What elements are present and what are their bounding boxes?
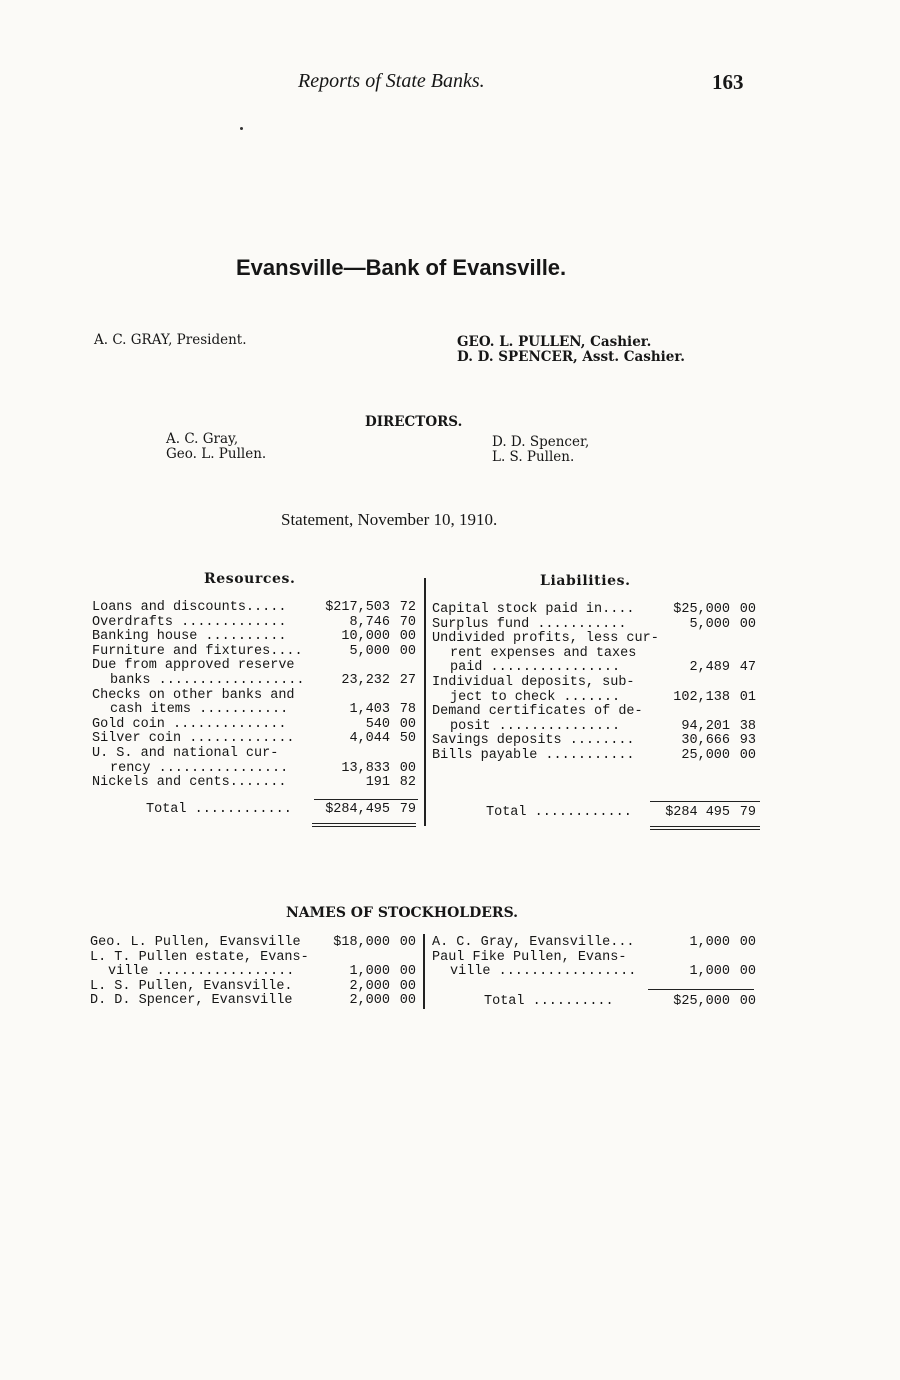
total-label: Total ............	[146, 802, 292, 817]
row-dollars: 13,833	[341, 760, 390, 776]
speck	[240, 127, 243, 130]
table-row	[90, 936, 418, 951]
row-label: Capital stock paid in....	[432, 602, 635, 617]
table-row	[92, 645, 418, 660]
table-row	[92, 776, 418, 791]
table-row	[90, 951, 418, 966]
row-label: posit ...............	[450, 718, 621, 734]
row-label: cash items ...........	[110, 702, 289, 718]
liabilities-heading: Liabilities.	[540, 573, 631, 589]
row-cents: 70	[399, 614, 416, 630]
director-name: D. D. Spencer,	[492, 434, 590, 450]
table-row	[432, 720, 758, 735]
table-row	[92, 732, 418, 747]
row-cents: 78	[399, 702, 416, 718]
row-label: Paul Fike Pullen, Evans-	[432, 949, 627, 965]
total-cents: 79	[399, 802, 416, 817]
row-cents: 01	[739, 689, 756, 705]
row-label: Nickels and cents.......	[92, 775, 287, 791]
row-label: Individual deposits, sub-	[432, 674, 635, 690]
row-cents: 00	[739, 602, 756, 617]
row-dollars: 2,000	[349, 993, 390, 1009]
resources-total	[92, 803, 418, 818]
row-cents: 00	[399, 716, 416, 732]
row-dollars: 2,000	[349, 978, 390, 994]
row-label: Furniture and fixtures....	[92, 643, 303, 659]
row-cents: 38	[739, 718, 756, 734]
row-dollars: $25,000	[673, 602, 730, 617]
row-label: Banking house ..........	[92, 629, 287, 645]
statement-date: Statement, November 10, 1910.	[281, 510, 498, 529]
total-dollars: $25,000	[673, 994, 730, 1009]
table-row	[432, 749, 758, 764]
row-label: Geo. L. Pullen, Evansville	[90, 935, 301, 950]
total-dollars: $284 495	[665, 805, 730, 820]
row-dollars: 10,000	[341, 629, 390, 645]
table-row	[432, 661, 758, 676]
row-label: Surplus fund ...........	[432, 616, 627, 632]
row-label: D. D. Spencer, Evansville	[90, 993, 293, 1009]
total-dollars: $284,495	[325, 802, 390, 817]
row-cents: 27	[399, 672, 416, 688]
table-row	[432, 965, 758, 980]
stockholders-right	[432, 936, 758, 980]
row-label: ject to check .......	[450, 689, 621, 705]
row-label: banks ..................	[110, 672, 305, 688]
row-dollars: $18,000	[333, 935, 390, 950]
row-label: L. T. Pullen estate, Evans-	[90, 949, 309, 965]
stockholders-heading: NAMES OF STOCKHOLDERS.	[286, 905, 519, 921]
table-row	[432, 632, 758, 647]
table-row	[90, 980, 418, 995]
row-cents: 47	[739, 660, 756, 676]
total-rule	[648, 989, 754, 990]
row-dollars: 540	[365, 716, 390, 732]
double-rule	[312, 823, 416, 824]
table-row	[92, 689, 418, 704]
row-cents: 00	[399, 978, 416, 994]
row-label: paid ................	[450, 660, 621, 676]
total-label: Total ............	[486, 805, 632, 820]
row-cents: 50	[399, 731, 416, 747]
officer-president: A. C. GRAY, President.	[94, 332, 247, 348]
row-cents: 72	[399, 600, 416, 615]
resources-table	[92, 601, 418, 791]
table-row	[92, 718, 418, 733]
directors-right	[492, 435, 589, 465]
row-label: ville .................	[450, 964, 637, 980]
double-rule	[312, 826, 416, 827]
stockholders-divider	[423, 934, 425, 1009]
table-row	[92, 762, 418, 777]
row-cents: 00	[399, 629, 416, 645]
row-dollars: 23,232	[341, 672, 390, 688]
table-row	[92, 674, 418, 689]
table-row	[432, 647, 758, 662]
director-name: A. C. Gray,	[166, 431, 239, 447]
table-row	[92, 616, 418, 631]
table-row	[92, 747, 418, 762]
table-row	[92, 601, 418, 616]
column-divider	[424, 578, 426, 826]
row-dollars: $217,503	[325, 600, 390, 615]
row-label: Due from approved reserve	[92, 658, 295, 674]
row-label: Silver coin .............	[92, 731, 295, 747]
row-cents: 00	[739, 616, 756, 632]
directors-left	[166, 432, 266, 462]
row-cents: 00	[399, 935, 416, 950]
row-cents: 00	[739, 935, 756, 950]
row-cents: 00	[399, 993, 416, 1009]
table-row	[92, 703, 418, 718]
table-row	[90, 994, 418, 1009]
row-dollars: 5,000	[349, 643, 390, 659]
row-cents: 00	[739, 964, 756, 980]
director-name: L. S. Pullen.	[492, 449, 575, 465]
table-row	[432, 676, 758, 691]
stockholders-left	[90, 936, 418, 1009]
bank-title: Evansville—Bank of Evansville.	[236, 255, 567, 280]
row-cents: 00	[739, 747, 756, 763]
row-label: Demand certificates of de-	[432, 704, 643, 720]
table-row	[432, 936, 758, 951]
total-rule	[650, 801, 760, 802]
row-dollars: 2,489	[689, 660, 730, 676]
running-head: Reports of State Banks.	[298, 70, 485, 92]
total-cents: 00	[739, 994, 756, 1009]
row-label: ville .................	[108, 964, 295, 980]
liabilities-table	[432, 603, 758, 764]
resources-heading: Resources.	[204, 571, 296, 587]
row-label: rency ................	[110, 760, 289, 776]
row-label: Gold coin ..............	[92, 716, 287, 732]
row-dollars: 25,000	[681, 747, 730, 763]
row-label: Bills payable ...........	[432, 747, 635, 763]
row-cents: 82	[399, 775, 416, 791]
double-rule	[650, 829, 760, 830]
row-dollars: 94,201	[681, 718, 730, 734]
total-rule	[314, 799, 418, 800]
director-name: Geo. L. Pullen.	[166, 446, 267, 462]
row-dollars: 4,044	[349, 731, 390, 747]
row-dollars: 30,666	[681, 733, 730, 749]
row-dollars: 8,746	[349, 614, 390, 630]
row-label: Overdrafts .............	[92, 614, 287, 630]
stockholders-total	[432, 995, 758, 1010]
page-number: 163	[712, 70, 744, 94]
table-row	[432, 603, 758, 618]
row-dollars: 1,403	[349, 702, 390, 718]
table-row	[90, 965, 418, 980]
row-dollars: 191	[365, 775, 390, 791]
table-row	[432, 618, 758, 633]
table-row	[92, 630, 418, 645]
row-dollars: 1,000	[349, 964, 390, 980]
row-label: Undivided profits, less cur-	[432, 631, 659, 647]
row-cents: 00	[399, 760, 416, 776]
liabilities-total	[432, 806, 758, 821]
row-cents: 93	[739, 733, 756, 749]
row-dollars: 1,000	[689, 964, 730, 980]
row-label: U. S. and national cur-	[92, 745, 279, 761]
officer-cashier: GEO. L. PULLEN, Cashier.	[457, 334, 652, 350]
officer-asst-cashier: D. D. SPENCER, Asst. Cashier.	[457, 349, 685, 365]
row-label: Savings deposits ........	[432, 733, 635, 749]
directors-heading: DIRECTORS.	[365, 414, 463, 430]
total-label: Total ..........	[484, 994, 614, 1009]
row-label: A. C. Gray, Evansville...	[432, 935, 635, 950]
row-cents: 00	[399, 643, 416, 659]
double-rule	[650, 826, 760, 827]
row-label: L. S. Pullen, Evansville.	[90, 978, 293, 994]
table-row	[432, 705, 758, 720]
row-dollars: 1,000	[689, 935, 730, 950]
row-dollars: 102,138	[673, 689, 730, 705]
row-dollars: 5,000	[689, 616, 730, 632]
row-label: Checks on other banks and	[92, 687, 295, 703]
row-cents: 00	[399, 964, 416, 980]
table-row	[432, 951, 758, 966]
row-label: Loans and discounts.....	[92, 600, 287, 615]
table-row	[432, 691, 758, 706]
table-row	[432, 734, 758, 749]
table-row	[92, 659, 418, 674]
row-label: rent expenses and taxes	[450, 645, 637, 661]
total-cents: 79	[739, 805, 756, 820]
